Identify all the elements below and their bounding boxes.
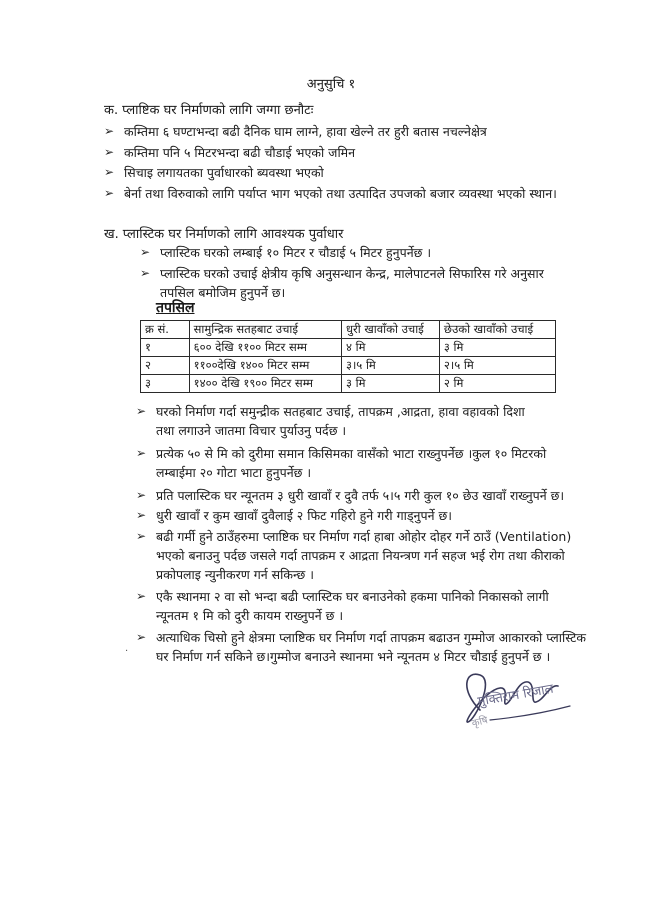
table-cell: १ xyxy=(141,339,190,357)
table-cell: ३ मि xyxy=(341,375,439,393)
page-title: अनुसुचि १ xyxy=(306,77,356,92)
list-item: ➢ बढी गर्मी हुने ठाउँहरुमा प्लाष्टिक घर निर्माण गर्दा हाबा ओहोर दोहर गर्ने ठाउँ (Ventilation) भएको बनाउनु पर्दछ जसले गर्दा तापक्रम र आद्रता नियन्त्रण गर्न सहज भई रोग तथा कीराको प्रकोपलाइ न्युनीकरण गर्न सकिन्छ । xyxy=(136,529,572,582)
list-item: ➢ प्लास्टिक घरको लम्बाई १० मिटर र चौडाई ५ मिटर हुनुपर्नेछ । xyxy=(140,245,432,260)
table-cell: २ xyxy=(141,357,190,375)
table-header-row xyxy=(141,321,556,339)
height-table xyxy=(140,320,556,393)
arrow-bullet-icon: ➢ xyxy=(104,165,115,179)
table-cell: २।५ मि xyxy=(439,357,555,375)
arrow-bullet-icon: ➢ xyxy=(136,404,147,418)
arrow-bullet-icon: ➢ xyxy=(136,508,147,522)
signatory-name: मुक्तिराम रिजाल xyxy=(476,681,555,710)
table-row xyxy=(141,375,556,393)
list-item: ➢ एकै स्थानमा २ वा सो भन्दा बढी प्लास्टिक घर बनाउनेको हकमा पानिको निकासको लागी न्यूनतम १ मि को दुरी कायम राख्नुपर्ने छ । xyxy=(136,589,549,623)
section-ka-heading xyxy=(104,100,313,118)
section-kha-marker: ख. xyxy=(104,227,119,242)
list-item: ➢ बेर्ना तथा विरुवाको लागि पर्याप्त भाग भएको तथा उत्पादित उपजको बजार व्यवस्था भएको स्थान। xyxy=(104,186,557,201)
list-item: ➢ घरको निर्माण गर्दा समुन्द्रीक सतहबाट उचाई, तापक्रम ,आद्रता, हावा वहावको दिशा तथा लगाउने जातमा विचार पुर्याउनु पर्दछ । xyxy=(136,404,525,438)
list-item: ➢ प्रत्येक ५० से मि को दुरीमा समान किसिमका वासँको भाटा राख्नुपर्नेछ ।कुल १० मिटरको लम्बाईमा २० गोटा भाटा हुनुपर्नेछ । xyxy=(136,446,547,480)
table-cell: २ मि xyxy=(439,375,555,393)
list-item: ➢ प्रति पलास्टिक घर न्यूनतम ३ धुरी खावाँ र दुवै तर्फ ५।५ गरी कुल १० छेउ खावाँ राख्नुपर्ने छ। xyxy=(136,488,565,503)
list-item: ➢ कम्तिमा ६ घण्टाभन्दा बढी दैनिक घाम लाग्ने, हावा खेल्ने तर हुरी बतास नचल्नेक्षेत्र xyxy=(104,124,487,139)
table-cell: १४०० देखि १९०० मिटर सम्म xyxy=(189,375,341,393)
table-cell: ६०० देखि ११०० मिटर सम्म xyxy=(189,339,341,357)
table-header-cell: छेउको खावाँको उचाई xyxy=(439,321,555,339)
arrow-bullet-icon: ➢ xyxy=(136,446,147,460)
arrow-bullet-icon: ➢ xyxy=(140,266,151,280)
list-item: ➢ धुरी खावाँ र कुम खावाँ दुवैलाई २ फिट गहिरो हुने गरी गाड्नुपर्ने छ। xyxy=(136,508,452,523)
table-row xyxy=(141,339,556,357)
arrow-bullet-icon: ➢ xyxy=(140,245,151,259)
table-header-cell: सामुन्द्रिक सतहबाट उचाई xyxy=(189,321,341,339)
arrow-bullet-icon: ➢ xyxy=(136,529,147,543)
table-cell: ३।५ मि xyxy=(341,357,439,375)
arrow-bullet-icon: ➢ xyxy=(104,186,115,200)
section-kha-heading xyxy=(104,224,343,242)
table-cell: ३ मि xyxy=(439,339,555,357)
tapsil-label: तपसिल xyxy=(156,300,195,316)
arrow-bullet-icon: ➢ xyxy=(104,124,115,138)
stamp-text: कृषि xyxy=(470,715,489,730)
section-ka-marker: क. xyxy=(104,103,119,118)
arrow-bullet-icon: ➢ xyxy=(136,630,147,644)
arrow-bullet-icon: ➢ xyxy=(104,145,115,159)
table-cell: ११००देखि १४०० मिटर सम्म xyxy=(189,357,341,375)
table-header-cell: क्र सं. xyxy=(141,321,190,339)
table-cell: ४ मि xyxy=(341,339,439,357)
stray-mark: · xyxy=(125,646,129,657)
arrow-bullet-icon: ➢ xyxy=(136,589,147,603)
section-kha-title: प्लास्टिक घर निर्माणको लागि आवश्यक पुर्वाधार xyxy=(122,227,344,242)
table-header-cell: धुरी खावाँको उचाई xyxy=(341,321,439,339)
table-cell: ३ xyxy=(141,375,190,393)
handwritten-signature-icon xyxy=(440,660,620,770)
list-item: ➢ प्लास्टिक घरको उचाई क्षेत्रीय कृषि अनुसन्धान केन्द्र, मालेपाटनले सिफारिस गरे अनुसार तपसिल बमोजिम हुनुपर्ने छ। xyxy=(140,266,544,300)
list-item: ➢ अत्याधिक चिसो हुने क्षेत्रमा प्लाष्टिक घर निर्माण गर्दा तापक्रम बढाउन गुम्मोज आकारको प्लास्टिक घर निर्माण गर्न सकिने छ।गुम्मोज बनाउने स्थानमा भने न्यूनतम ४ मिटर चौडाई हुनुपर्ने छ । xyxy=(136,630,586,664)
list-item: ➢ कम्तिमा पनि ५ मिटरभन्दा बढी चौडाई भएको जमिन xyxy=(104,145,356,160)
section-ka-title: प्लाष्टिक घर निर्माणको लागि जग्गा छनौटः xyxy=(122,103,314,118)
table-row xyxy=(141,357,556,375)
list-item: ➢ सिचाइ लगायतका पुर्वाधारको ब्यवस्था भएको xyxy=(104,165,324,180)
arrow-bullet-icon: ➢ xyxy=(136,488,147,502)
